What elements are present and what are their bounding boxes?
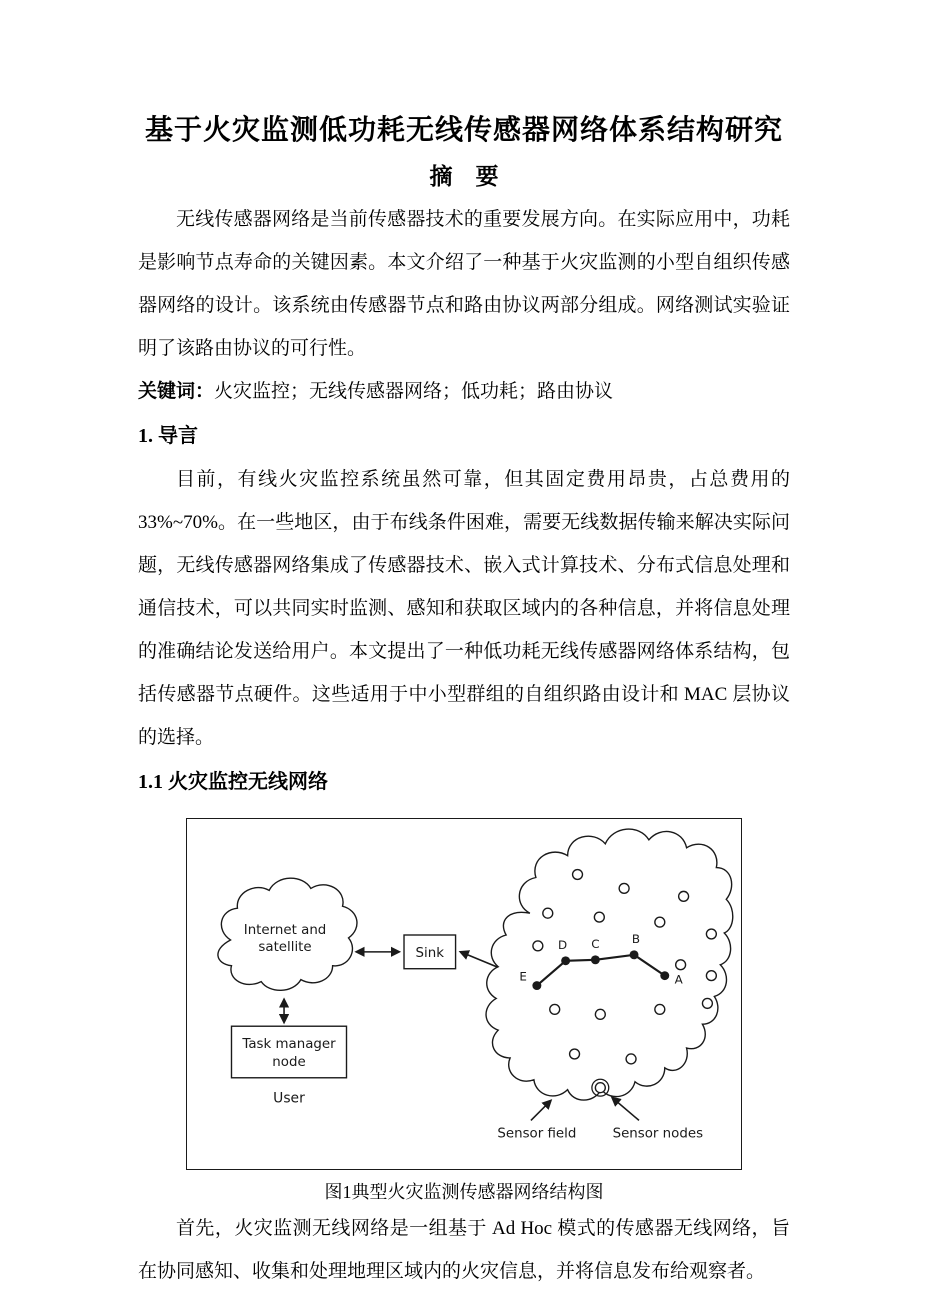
internet-cloud-label-line1: Internet and [243, 923, 327, 939]
sensor-nodes-label: Sensor nodes [612, 1126, 704, 1142]
closing-paragraph: 首先，火灾监测无线网络是一组基于 Ad Hoc 模式的传感器无线网络，旨在协同感知、收集和处理地理区域内的火灾信息，并将信息发布给观察者。 [138, 1218, 790, 1282]
abstract-heading: 摘 要 [429, 164, 499, 189]
figure-1-caption: 图1典型火灾监测传感器网络结构图 [324, 1182, 604, 1202]
task-manager-label-line2: node [272, 1054, 306, 1070]
sensor-field-callout-arrow [531, 1101, 551, 1121]
section-1-heading: 1. 导言 [138, 425, 198, 447]
node-e-label: E [519, 969, 527, 984]
sensor-field-label: Sensor field [497, 1126, 577, 1142]
network-diagram [187, 819, 740, 1168]
abstract-paragraph: 无线传感器网络是当前传感器技术的重要发展方向。在实际应用中，功耗是影响节点寿命的关键因素。本文介绍了一种基于火灾监测的小型自组织传感器网络的设计。该系统由传感器节点和路由协议两部分组成。网络测试实验证明了该路由协议的可行性。 [138, 209, 790, 359]
node-a-label: A [674, 972, 683, 987]
paper-title: 基于火灾监测低功耗无线传感器网络体系结构研究 [144, 115, 783, 146]
sensor-nodes-callout-arrow [612, 1098, 639, 1121]
keywords-text: 火灾监控；无线传感器网络；低功耗；路由协议 [214, 381, 614, 402]
keywords-label: 关键词： [138, 381, 215, 402]
user-label: User [273, 1090, 305, 1107]
section-1-paragraph: 目前，有线火灾监控系统虽然可靠，但其固定费用昂贵，占总费用的33%~70%。在一些地区，由于布线条件困难，需要无线数据传输来解决实际问题，无线传感器网络集成了传感器技术、嵌入式计算技术、分布式信息处理和通信技术，可以共同实时监测、感知和获取区域内的各种信息，并将信息处理的准确结论发送给用户。本文提出了一种低功耗无线传感器网络体系结构，包括传感器节点硬件。这些适用于中小型群组的自组织路由设计和 MAC 层协议的选择。 [138, 469, 790, 748]
sink-label: Sink [415, 945, 445, 961]
sensor-field-cloud [486, 829, 733, 1100]
subsection-1-1-heading: 1.1 火灾监控无线网络 [138, 771, 328, 793]
node-b-label: B [631, 931, 641, 946]
task-manager-label-line1: Task manager [242, 1037, 336, 1053]
figure-1-diagram [186, 818, 742, 1170]
node-d-label: D [558, 937, 568, 952]
node-c-label: C [591, 936, 600, 951]
internet-cloud-label-line2: satellite [258, 939, 312, 955]
figure-1 [186, 818, 742, 1207]
keywords-line [138, 370, 790, 413]
